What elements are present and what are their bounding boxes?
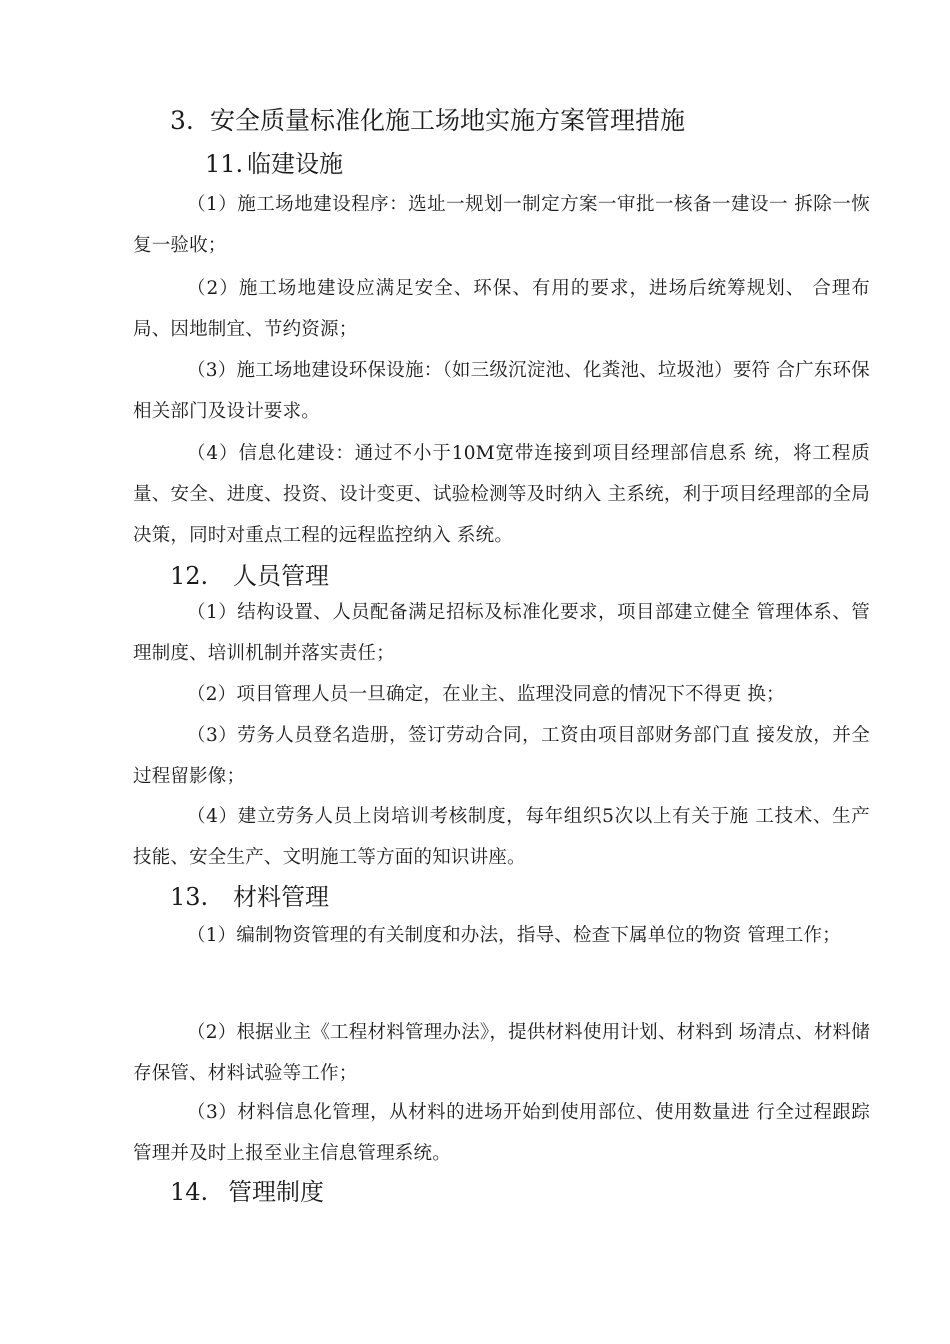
- section-heading-13: [170, 882, 329, 912]
- paragraph: （2）根据业主《工程材料管理办法》，提供材料使用计划、材料到 场清点、材料储存保管、材料试验等工作；: [133, 1022, 870, 1084]
- main-heading-number: 3.: [170, 106, 194, 135]
- paragraph: （2）施工场地建设应满足安全、环保、有用的要求，进场后统筹规划、 合理布局、因地制宜、节约资源；: [133, 278, 870, 340]
- paragraph: （3）劳务人员登名造册，签订劳动合同，工资由项目部财务部门直 接发放，并全过程留影像；: [133, 725, 870, 787]
- section-title: 材料管理: [233, 883, 329, 911]
- paragraph: （1）编制物资管理的有关制度和办法，指导、检查下属单位的物资 管理工作；: [187, 925, 841, 946]
- main-heading: [170, 106, 685, 136]
- paragraph: （1）施工场地建设程序：选址一规划一制定方案一审批一核备一建设一 拆除一恢复一验收；: [133, 194, 870, 256]
- section-title: 人员管理: [233, 562, 329, 590]
- section-number: 12.: [170, 562, 209, 590]
- section-number: 11.: [205, 150, 244, 178]
- paragraph: （4）建立劳务人员上岗培训考核制度，每年组织5次以上有关于施 工技术、生产技能、安全生产、文明施工等方面的知识讲座。: [133, 806, 870, 868]
- section-heading-12: [170, 561, 329, 591]
- paragraph: （3）材料信息化管理，从材料的进场开始到使用部位、使用数量进 行全过程跟踪管理并及时上报至业主信息管理系统。: [133, 1102, 870, 1164]
- section-number: 13.: [170, 883, 209, 911]
- section-heading-14: [170, 1177, 324, 1207]
- paragraph: （2）项目管理人员一旦确定，在业主、监理没同意的情况下不得更 换；: [187, 684, 785, 705]
- section-number: 14.: [170, 1178, 209, 1206]
- paragraph: （4）信息化建设：通过不小于10M宽带连接到项目经理部信息系 统，将工程质量、安全、进度、投资、设计变更、试验检测等及时纳入 主系统，利于项目经理部的全局决策，同时对重点工程的远程监控纳入 系统。: [133, 443, 870, 546]
- section-title: 管理制度: [228, 1178, 324, 1206]
- paragraph: （1）结构设置、人员配备满足招标及标准化要求，项目部建立健全 管理体系、管理制度、培训机制并落实责任；: [133, 602, 870, 664]
- section-heading-11: [205, 149, 343, 179]
- paragraph: （3）施工场地建设环保设施：（如三级沉淀池、化粪池、垃圾池）要符 合广东环保相关部门及设计要求。: [133, 360, 870, 422]
- main-heading-title: 安全质量标准化施工场地实施方案管理措施: [210, 106, 686, 135]
- section-title: 临建设施: [247, 150, 343, 178]
